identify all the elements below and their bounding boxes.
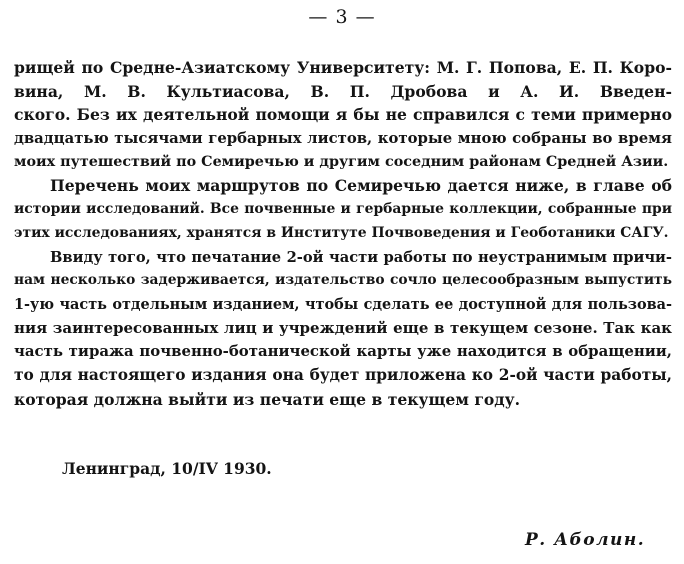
body-text [14,56,672,411]
text-line: рищей по Средне-Азиатскому Университету: М. Г. Попова, Е. П. Коро- [14,58,672,77]
text-line: Перечень моих маршрутов по Семиречью дается ниже, в главе об [50,176,672,196]
text-line: часть тиража почвенно-ботанической карты уже находится в обращении, [14,342,672,361]
text-line: нам несколько задерживается, издательство сочло целесообразным выпустить [14,272,672,289]
text-line: ния заинтересованных лиц и учреждений еще в текущем сезоне. Так как [14,318,672,337]
page-number: — 3 — [308,6,376,28]
text-line: моих путешествий по Семиречью и другим соседним районам Средней Азии. [14,153,669,170]
text-line: истории исследований. Все почвенные и гербарные коллекции, собранные при [14,201,672,218]
text-line: этих исследованиях, хранятся в Институте Почвоведения и Геоботаники САГУ. [14,224,669,241]
text-line: двадцатью тысячами гербарных листов, которые мною собраны во время [14,130,672,148]
place-date: Ленинград, 10/IV 1930. [62,459,272,478]
text-line: то для настоящего издания она будет приложена ко 2-ой части работы, [14,365,672,384]
text-line: ского. Без их деятельной помощи я бы не справился с теми примерно [14,105,672,125]
text-line: которая должна выйти из печати еще в текущем году. [14,389,521,409]
text-line: вина, М. В. Культиасова, В. П. Дробова и А. И. Введен- [14,81,672,101]
signature: Р. Аболин. [525,530,646,550]
text-line: 1-ую часть отдельным изданием, чтобы сделать ее доступной для пользова- [14,295,672,313]
text-line: Ввиду того, что печатание 2-ой части работы по неустранимым причи- [50,248,672,266]
